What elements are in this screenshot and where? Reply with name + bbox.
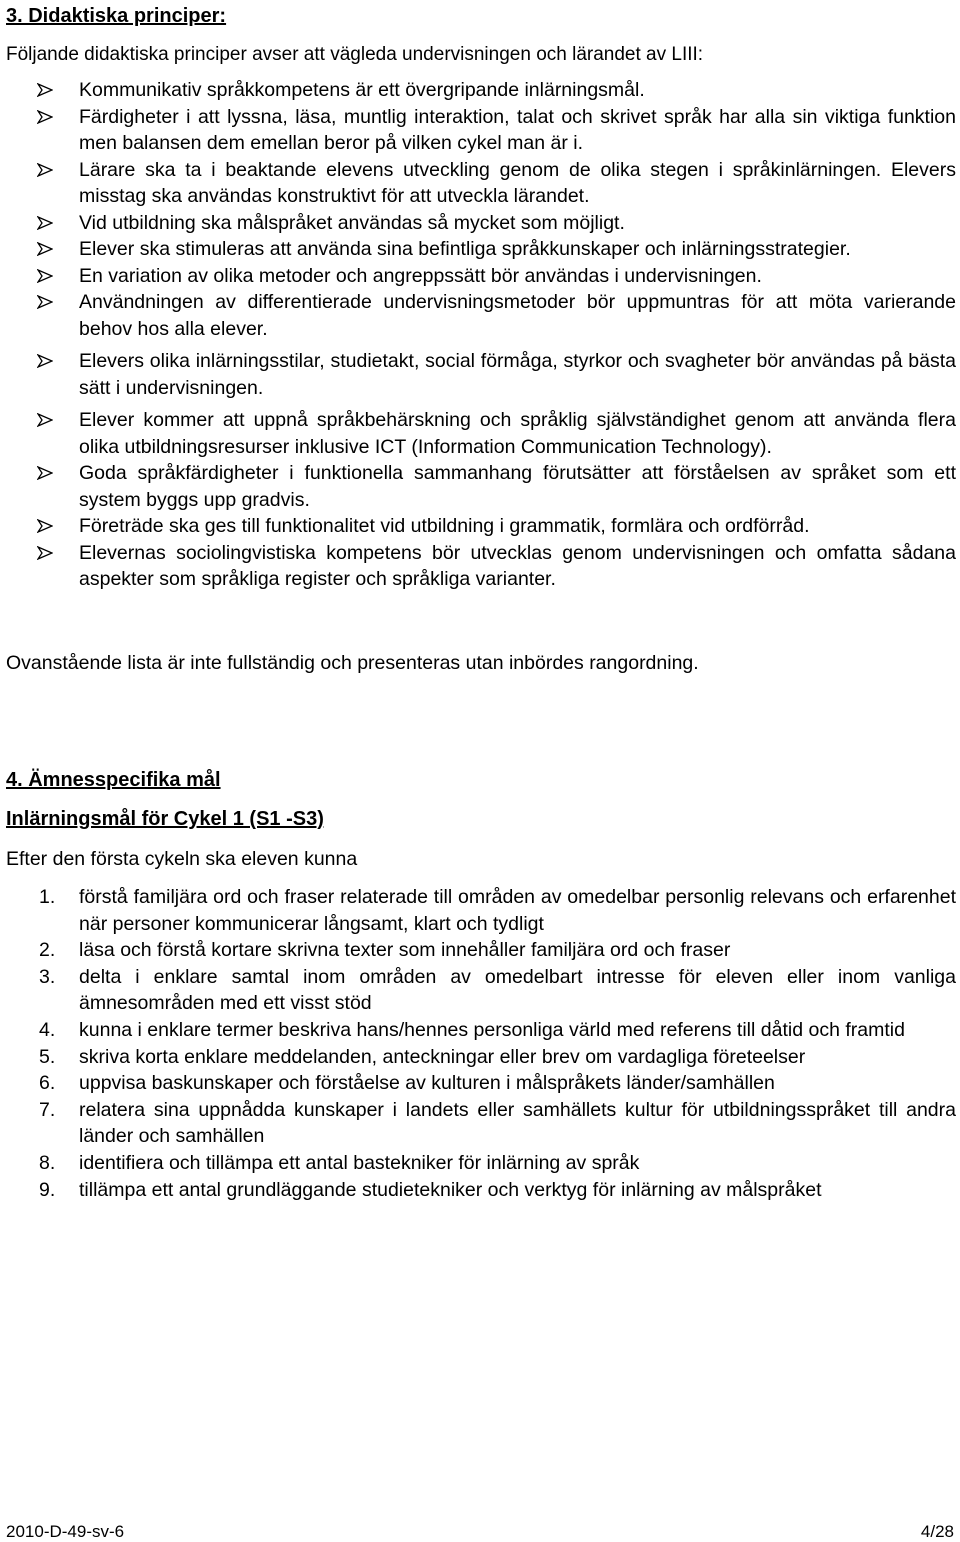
list-item-text: Elevernas sociolingvistiska kompetens bör utvecklas genom undervisningen och omfatta sådana aspekter som språkliga register och språkliga varianter. bbox=[79, 541, 956, 590]
item-number: 2. bbox=[39, 939, 56, 962]
list-item bbox=[0, 289, 960, 342]
list-item bbox=[0, 1177, 960, 1204]
list-item bbox=[0, 1150, 960, 1177]
footer-page-number: 4/28 bbox=[920, 1522, 954, 1541]
list-item bbox=[0, 1097, 960, 1150]
list-item-text: En variation av olika metoder och angreppssätt bör användas i undervisningen. bbox=[79, 264, 762, 287]
list-item-text: skriva korta enklare meddelanden, anteckningar eller brev om vardagliga företeelser bbox=[79, 1045, 806, 1068]
arrow-bullet-icon bbox=[37, 413, 53, 427]
list-item-text: Kommunikativ språkkompetens är ett övergripande inlärningsmål. bbox=[79, 79, 645, 101]
arrow-bullet-icon bbox=[37, 163, 53, 177]
list-item-text: Lärare ska ta i beaktande elevens utveckling genom de olika stegen i språkinlärningen. Elevers misstag ska användas konstruktivt för att utveckla lärandet. bbox=[79, 158, 956, 207]
list-item bbox=[0, 964, 960, 1017]
arrow-bullet-icon bbox=[37, 466, 53, 480]
list-item-text: delta i enklare samtal inom områden av omedelbart intresse för eleven eller inom vanliga ämnesområden med ett visst stöd bbox=[79, 965, 956, 1015]
list-item bbox=[0, 157, 960, 210]
list-item bbox=[0, 513, 960, 540]
list-item bbox=[0, 348, 960, 401]
list-item-text: Elever kommer att uppnå språkbehärskning och språklig självständighet genom att använda flera olika utbildningsresurser inklusive ICT (Information Communication Technology). bbox=[79, 409, 956, 458]
list-item-text: läsa och förstå kortare skrivna texter som innehåller familjära ord och fraser bbox=[79, 939, 731, 962]
section-4-heading: 4. Ämnesspecifika mål bbox=[6, 769, 221, 791]
arrow-bullet-icon bbox=[37, 519, 53, 533]
list-note: Ovanstående lista är inte fullständig och presenteras utan inbördes rangordning. bbox=[6, 652, 699, 674]
arrow-bullet-icon bbox=[37, 110, 53, 124]
list-item-text: Elever ska stimuleras att använda sina befintliga språkkunskaper och inlärningsstrategier. bbox=[79, 238, 851, 260]
cycle-subheading: Inlärningsmål för Cykel 1 (S1 -S3) bbox=[6, 808, 324, 830]
arrow-bullet-icon bbox=[37, 242, 53, 256]
list-item-text: Vid utbildning ska målspråket användas så mycket som möjligt. bbox=[79, 211, 625, 234]
list-item-text: tillämpa ett antal grundläggande studietekniker och verktyg för inlärning av målspråket bbox=[79, 1178, 822, 1201]
arrow-bullet-icon bbox=[37, 216, 53, 230]
list-item bbox=[0, 937, 960, 964]
list-item bbox=[0, 460, 960, 513]
section-3-heading: 3. Didaktiska principer: bbox=[6, 5, 227, 27]
didactic-principles-list bbox=[0, 77, 960, 593]
item-number: 7. bbox=[39, 1098, 56, 1121]
item-number: 8. bbox=[39, 1151, 56, 1174]
list-item bbox=[0, 236, 960, 263]
item-number: 6. bbox=[39, 1072, 56, 1095]
arrow-bullet-icon bbox=[37, 269, 53, 283]
list-item bbox=[0, 884, 960, 937]
section-3-intro: Följande didaktiska principer avser att vägleda undervisningen och lärandet av LIII: bbox=[6, 44, 704, 65]
goals-lead: Efter den första cykeln ska eleven kunna bbox=[6, 848, 358, 870]
list-item-text: förstå familjära ord och fraser relaterade till områden av omedelbar personlig relevans och erfarenhet när personer kommunicerar långsamt, klart och tydligt bbox=[79, 886, 956, 935]
list-item-text: Elevers olika inlärningsstilar, studietakt, social förmåga, styrkor och svagheter bör användas på bästa sätt i undervisningen. bbox=[79, 350, 956, 399]
list-item-text: kunna i enklare termer beskriva hans/hennes personliga värld med referens till dåtid och framtid bbox=[79, 1018, 905, 1041]
list-item-text: Färdigheter i att lyssna, läsa, muntlig interaktion, talat och skrivet språk har alla sin viktiga funktion men balansen dem emellan beror på vilken cykel man är i. bbox=[79, 105, 956, 154]
list-item bbox=[0, 210, 960, 237]
item-number: 4. bbox=[39, 1018, 56, 1041]
list-item bbox=[0, 407, 960, 460]
arrow-bullet-icon bbox=[37, 354, 53, 368]
list-item bbox=[0, 263, 960, 290]
arrow-bullet-icon bbox=[37, 295, 53, 309]
list-item-text: Goda språkfärdigheter i funktionella sammanhang förutsätter att förståelsen av språket som ett system byggs upp gradvis. bbox=[79, 462, 956, 511]
list-item-text: identifiera och tillämpa ett antal bastekniker för inlärning av språk bbox=[79, 1151, 640, 1174]
list-item-text: uppvisa baskunskaper och förståelse av kulturen i målspråkets länder/samhällen bbox=[79, 1072, 775, 1095]
list-item bbox=[0, 1017, 960, 1044]
list-item bbox=[0, 540, 960, 593]
list-item-text: relatera sina uppnådda kunskaper i landets eller samhällets kultur för utbildningsspråket till andra länder och samhällen bbox=[79, 1098, 956, 1148]
list-item-text: Användningen av differentierade undervisningsmetoder bör uppmuntras för att möta varierande behov hos alla elever. bbox=[79, 291, 956, 340]
item-number: 9. bbox=[39, 1178, 56, 1201]
list-item-text: Företräde ska ges till funktionalitet vid utbildning i grammatik, formlära och ordförråd. bbox=[79, 515, 810, 537]
list-item bbox=[0, 77, 960, 104]
item-number: 5. bbox=[39, 1045, 56, 1068]
arrow-bullet-icon bbox=[37, 546, 53, 560]
list-item bbox=[0, 104, 960, 157]
learning-goals-list bbox=[0, 884, 960, 1203]
item-number: 1. bbox=[39, 886, 56, 908]
item-number: 3. bbox=[39, 965, 56, 988]
list-item bbox=[0, 1070, 960, 1097]
footer-document-id: 2010-D-49-sv-6 bbox=[6, 1522, 125, 1541]
arrow-bullet-icon bbox=[37, 83, 53, 97]
list-item bbox=[0, 1044, 960, 1071]
